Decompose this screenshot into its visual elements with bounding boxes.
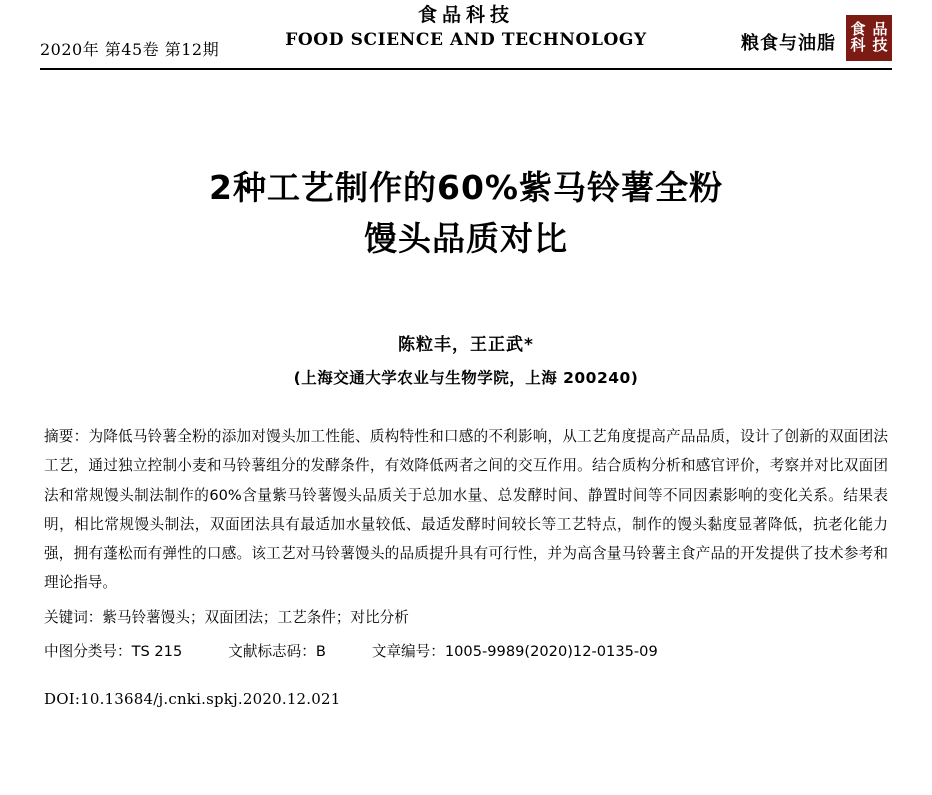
author-list: 陈粒丰，王正武*: [398, 335, 534, 356]
article-number: [372, 637, 658, 666]
classification-row: [44, 637, 888, 666]
sister-journal-title: 粮食与油脂: [741, 33, 836, 54]
seal-char-2: 品: [872, 20, 888, 39]
clc-number-label: 中图分类号：: [44, 642, 132, 660]
seal-char-3: 科: [850, 36, 866, 54]
abstract-block: [40, 422, 892, 708]
masthead-right: [741, 15, 892, 62]
title-line-2: 馒头品质对比: [364, 219, 568, 259]
seal-char-1: 食: [850, 20, 866, 39]
keywords-line: [44, 603, 888, 632]
keywords-label: 关键词：: [44, 609, 103, 627]
seal-char-4: 技: [872, 36, 888, 54]
page-title: [40, 162, 892, 264]
clc-number-value: TS 215: [131, 642, 183, 660]
article-number-label: 文章编号：: [371, 642, 445, 660]
author-affiliation: (上海交通大学农业与生物学院，上海 200240): [293, 369, 639, 388]
journal-title-cn: 食品科技: [417, 4, 514, 26]
document-code-label: 文献标志码：: [228, 642, 316, 660]
keywords-text: 紫马铃薯馒头；双面团法；工艺条件；对比分析: [102, 609, 409, 627]
journal-title-en: FOOD SCIENCE AND TECHNOLOGY: [285, 29, 647, 50]
abstract-text: 为降低马铃薯全粉的添加对馒头加工性能、质构特性和口感的不利影响，从工艺角度提高产品品质，设计了创新的双面团法工艺，通过独立控制小麦和马铃薯组分的发酵条件，有效降低两者之间的交互作用。结合质构分析和感官评价，考察并对比双面团法和常规馒头制法制作的60%含量紫马铃薯馒头品质关于总加水量、总发酵时间、静置时间等不同因素影响的变化关系。结果表明，相比常规馒头制法，双面团法具有最适加水量较低、最适发酵时间较长等工艺特点，制作的馒头黏度显著降低，抗老化能力强，拥有蓬松而有弹性的口感。该工艺对马铃薯馒头的品质提升具有可行性，并为高含量马铃薯主食产品的开发提供了技术参考和理论指导。: [44, 428, 888, 592]
article-number-value: 1005-9989(2020)12-0135-09: [444, 642, 658, 660]
abstract-label: 摘要：: [44, 428, 89, 446]
doi-line: DOI:10.13684/j.cnki.spkj.2020.12.021: [44, 689, 341, 708]
clc-number: [44, 637, 182, 666]
header-divider: [40, 68, 892, 70]
journal-seal-icon: [846, 15, 892, 61]
document-code: [228, 637, 326, 666]
journal-masthead: [40, 0, 892, 66]
document-code-value: B: [315, 642, 326, 660]
title-line-1: 2种工艺制作的60%紫马铃薯全粉: [209, 168, 723, 207]
issue-info: 2020年 第45卷 第12期: [40, 40, 220, 59]
abstract-paragraph: [44, 422, 888, 597]
